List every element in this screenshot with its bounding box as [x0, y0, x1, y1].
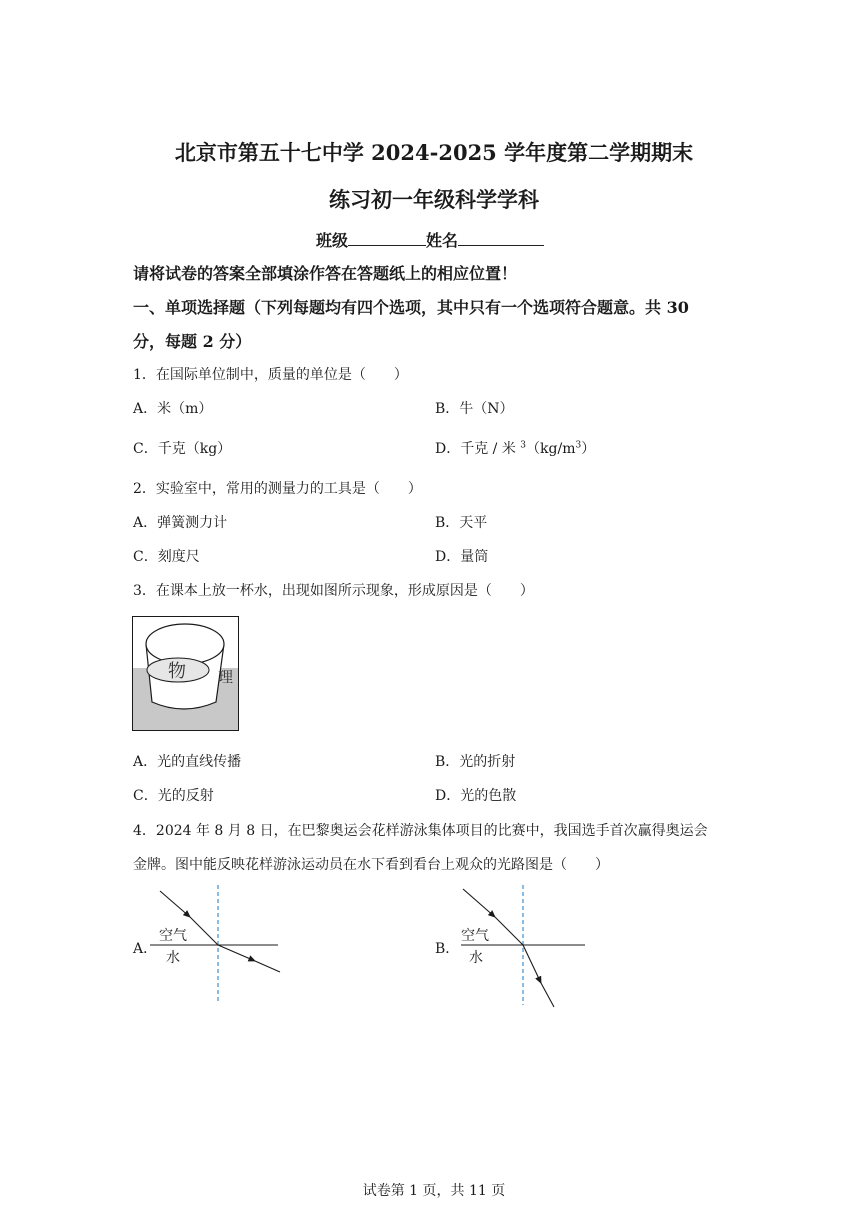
q1-option-a: A．米（m） — [133, 401, 213, 417]
section-heading-line2: 分，每题 2 分） — [133, 332, 252, 351]
q4-a-air-label: 空气 — [159, 928, 187, 944]
q2-option-d: D．量筒 — [435, 549, 489, 565]
q2-option-a: A．弹簧测力计 — [133, 515, 228, 531]
q4-b-water-label: 水 — [469, 950, 483, 966]
question-3-stem: 3．在课本上放一杯水，出现如图所示现象，形成原因是（ ） — [133, 583, 534, 599]
class-name-row — [316, 228, 544, 251]
q2-option-b: B．天平 — [435, 515, 488, 531]
question-4-stem-line2: 金牌。图中能反映花样游泳运动员在水下看到看台上观众的光路图是（ ） — [133, 857, 609, 873]
q4-option-a-diagram — [150, 885, 285, 1007]
section-heading-line1: 一、单项选择题（下列每题均有四个选项，其中只有一个选项符合题意。共 30 — [133, 298, 689, 317]
q4-option-b-diagram — [455, 885, 590, 1010]
q4-a-water-label: 水 — [166, 950, 180, 966]
cup-on-book-figure — [132, 616, 240, 732]
q3-option-a: A．光的直线传播 — [133, 754, 242, 770]
q4-option-b-label: B． — [435, 941, 460, 957]
q4-b-air-label: 空气 — [461, 928, 489, 944]
question-1-stem: 1．在国际单位制中，质量的单位是（ ） — [133, 367, 408, 383]
q1-option-c: C．千克（kg） — [133, 441, 232, 457]
q2-option-c: C．刻度尺 — [133, 549, 200, 565]
instructions: 请将试卷的答案全部填涂作答在答题纸上的相应位置！ — [133, 264, 518, 283]
q1-option-d: D．千克 / 米 $^3(kg/m^3)$ — [435, 440, 596, 457]
question-4-stem-line1: 4．2024 年 8 月 8 日，在巴黎奥运会花样游泳集体项目的比赛中，我国选手首次赢得奥运会 — [133, 823, 708, 839]
exam-title-line1: 北京市第五十七中学 2024-2025 学年度第二学期期末 — [174, 140, 694, 165]
class-label: 班级 — [316, 231, 349, 250]
page-footer: 试卷第 1 页，共 11 页 — [362, 1183, 506, 1199]
class-blank — [348, 231, 426, 246]
q3-option-b: B．光的折射 — [435, 754, 516, 770]
q4-option-a-label: A． — [133, 941, 158, 957]
figure-char-1: 物 — [168, 661, 186, 682]
question-2-stem: 2．实验室中，常用的测量力的工具是（ ） — [133, 481, 422, 497]
name-blank — [458, 231, 544, 246]
q1-option-b: B．牛（N） — [435, 401, 514, 417]
figure-char-2: 理 — [218, 668, 234, 686]
q3-option-d: D．光的色散 — [435, 788, 517, 804]
exam-title-line2: 练习初一年级科学学科 — [329, 187, 539, 212]
q3-option-c: C．光的反射 — [133, 788, 214, 804]
name-label: 姓名 — [426, 231, 459, 250]
